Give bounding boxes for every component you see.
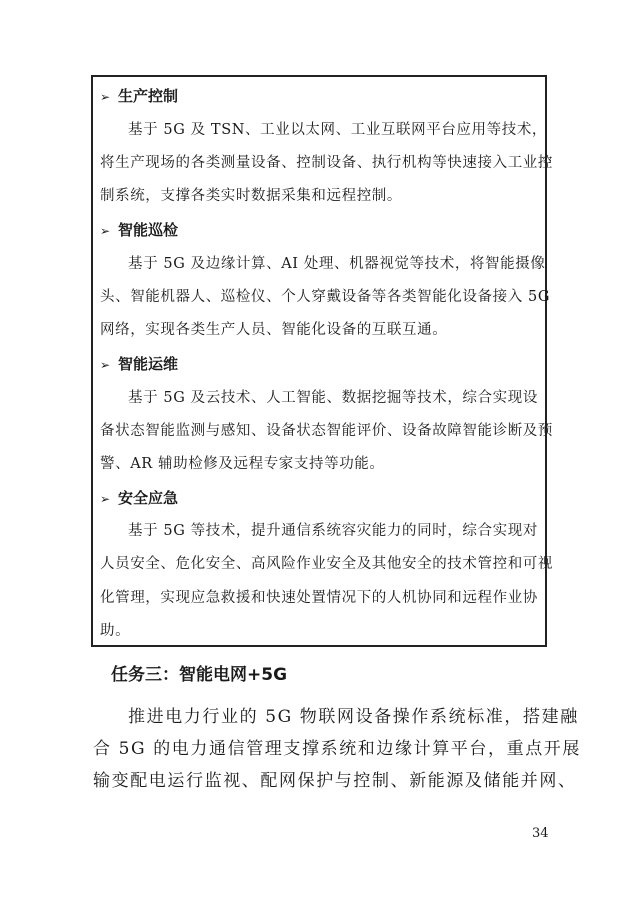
- body-line: 合 5G 的电力通信管理支撑系统和边缘计算平台，重点开展: [93, 739, 582, 759]
- paragraph-line: 助。: [100, 623, 131, 639]
- arrow-bullet-icon: ➢: [100, 224, 111, 238]
- body-line: 输变配电运行监视、配网保护与控制、新能源及储能并网、: [93, 771, 577, 791]
- paragraph-line: 基于 5G 及云技术、人工智能、数据挖掘等技术，综合实现设: [128, 390, 538, 406]
- paragraph-line: 警、AR 辅助检修及远程专家支持等功能。: [100, 456, 385, 472]
- paragraph-line: 化管理，实现应急救援和快速处置情况下的人机协同和远程作业协: [100, 590, 538, 606]
- paragraph-line: 备状态智能监测与感知、设备状态智能评价、设备故障智能诊断及预: [100, 423, 553, 439]
- paragraph-line: 基于 5G 及边缘计算、AI 处理、机器视觉等技术，将智能摄像: [128, 256, 546, 272]
- section-heading: ➢ 智能运维: [100, 355, 179, 373]
- paragraph-line: 基于 5G 等技术，提升通信系统容灾能力的同时，综合实现对: [128, 523, 538, 539]
- arrow-bullet-icon: ➢: [100, 492, 111, 506]
- page-number: 34: [532, 826, 549, 841]
- arrow-bullet-icon: ➢: [100, 358, 111, 372]
- section-heading: ➢ 安全应急: [100, 489, 179, 507]
- arrow-bullet-icon: ➢: [100, 90, 111, 104]
- body-line: 推进电力行业的 5G 物联网设备操作系统标准，搭建融: [128, 707, 579, 727]
- task-heading: 任务三：智能电网+5G: [111, 665, 288, 685]
- paragraph-line: 头、智能机器人、巡检仪、个人穿戴设备等各类智能化设备接入 5G: [100, 289, 551, 305]
- section-heading: ➢ 生产控制: [100, 87, 179, 105]
- paragraph-line: 基于 5G 及 TSN、工业以太网、工业互联网平台应用等技术，: [128, 122, 548, 138]
- paragraph-line: 制系统，支撑各类实时数据采集和远程控制。: [100, 188, 402, 204]
- paragraph-line: 将生产现场的各类测量设备、控制设备、执行机构等快速接入工业控: [100, 155, 553, 171]
- paragraph-line: 网络，实现各类生产人员、智能化设备的互联互通。: [100, 322, 448, 338]
- paragraph-line: 人员安全、危化安全、高风险作业安全及其他安全的技术管控和可视: [100, 556, 553, 572]
- section-heading: ➢ 智能巡检: [100, 221, 179, 239]
